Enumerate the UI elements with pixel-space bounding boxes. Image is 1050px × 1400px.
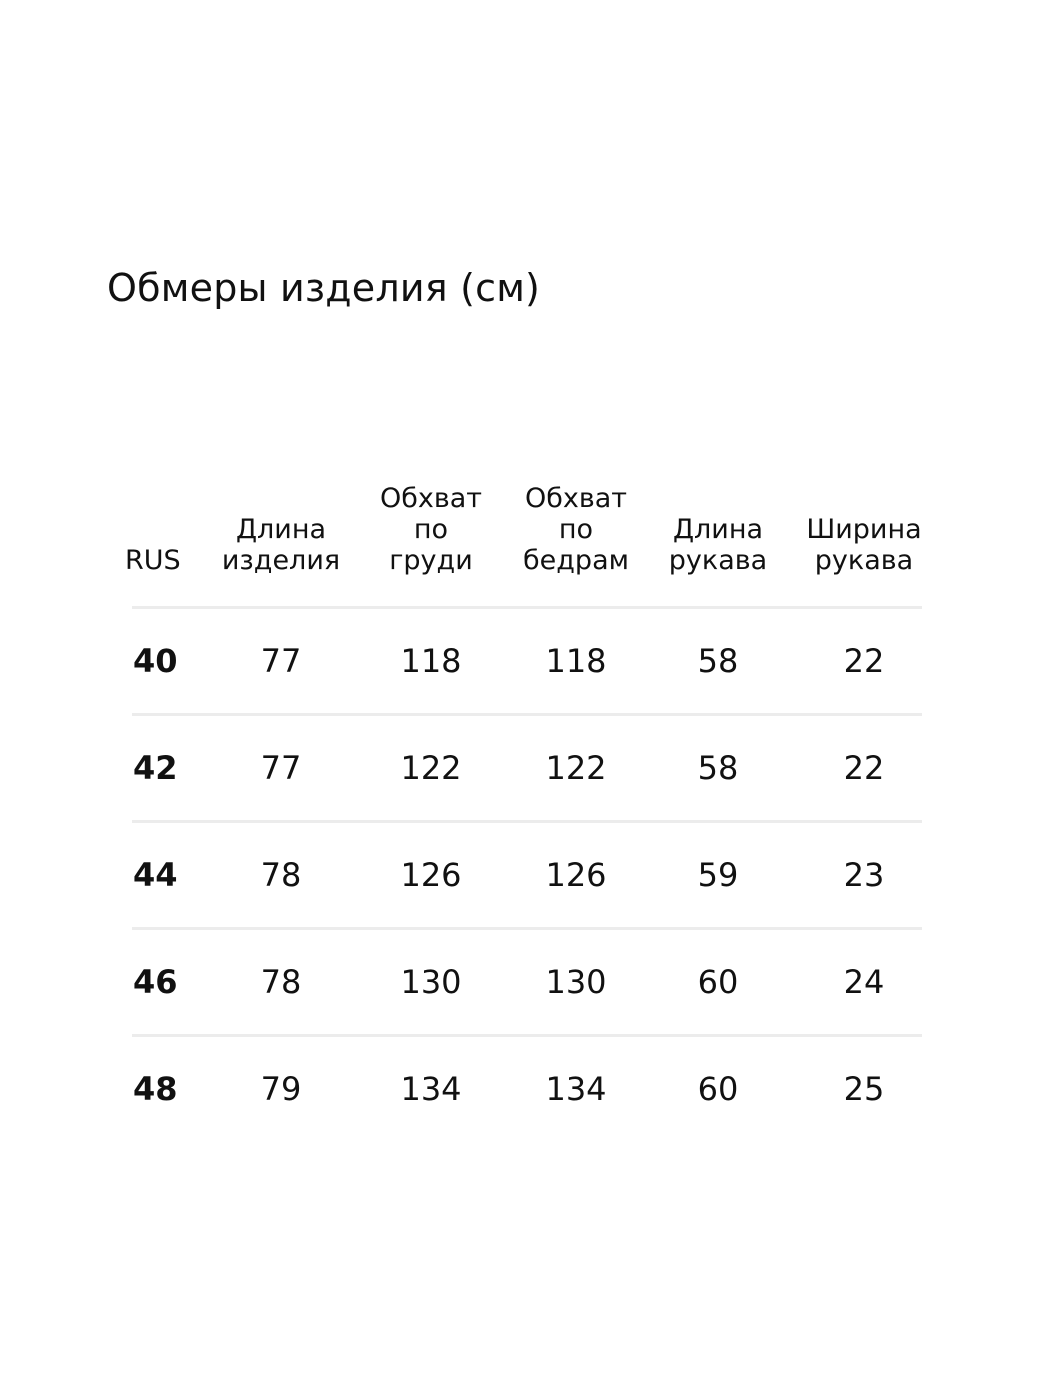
cell-sleeve-length: 60	[697, 1070, 739, 1108]
cell-chest: 134	[400, 1070, 462, 1108]
cell-chest: 122	[400, 749, 462, 787]
cell-length: 77	[260, 642, 302, 680]
page-title: Обмеры изделия (см)	[107, 266, 541, 310]
cell-size: 42	[133, 749, 178, 787]
header-sleeve-width: Ширина рукава	[806, 514, 922, 576]
table-row	[132, 1034, 922, 1141]
cell-chest: 126	[400, 856, 462, 894]
cell-sleeve-length: 58	[697, 749, 739, 787]
cell-length: 78	[260, 856, 302, 894]
cell-hips: 126	[545, 856, 607, 894]
cell-length: 78	[260, 963, 302, 1001]
table-row	[132, 713, 922, 820]
cell-hips: 122	[545, 749, 607, 787]
cell-sleeve-width: 22	[843, 642, 885, 680]
size-table	[125, 472, 922, 1141]
header-length: Длина изделия	[221, 514, 341, 576]
cell-sleeve-width: 22	[843, 749, 885, 787]
cell-chest: 130	[400, 963, 462, 1001]
header-hips: Обхват по бедрам	[523, 483, 629, 576]
cell-chest: 118	[400, 642, 462, 680]
cell-hips: 118	[545, 642, 607, 680]
cell-sleeve-width: 25	[843, 1070, 885, 1108]
cell-size: 46	[133, 963, 178, 1001]
cell-hips: 130	[545, 963, 607, 1001]
cell-length: 77	[260, 749, 302, 787]
cell-length: 79	[260, 1070, 302, 1108]
table-header	[125, 472, 922, 606]
header-size-rus: RUS	[125, 545, 181, 576]
cell-sleeve-length: 60	[697, 963, 739, 1001]
cell-hips: 134	[545, 1070, 607, 1108]
cell-sleeve-length: 59	[697, 856, 739, 894]
header-sleeve-length: Длина рукава	[668, 514, 768, 576]
header-chest: Обхват по груди	[379, 483, 483, 576]
table-row	[132, 606, 922, 713]
cell-sleeve-width: 23	[843, 856, 885, 894]
cell-sleeve-length: 58	[697, 642, 739, 680]
cell-size: 48	[133, 1070, 178, 1108]
cell-size: 44	[133, 856, 178, 894]
cell-size: 40	[133, 642, 178, 680]
table-row	[132, 927, 922, 1034]
table-row	[132, 820, 922, 927]
cell-sleeve-width: 24	[843, 963, 885, 1001]
